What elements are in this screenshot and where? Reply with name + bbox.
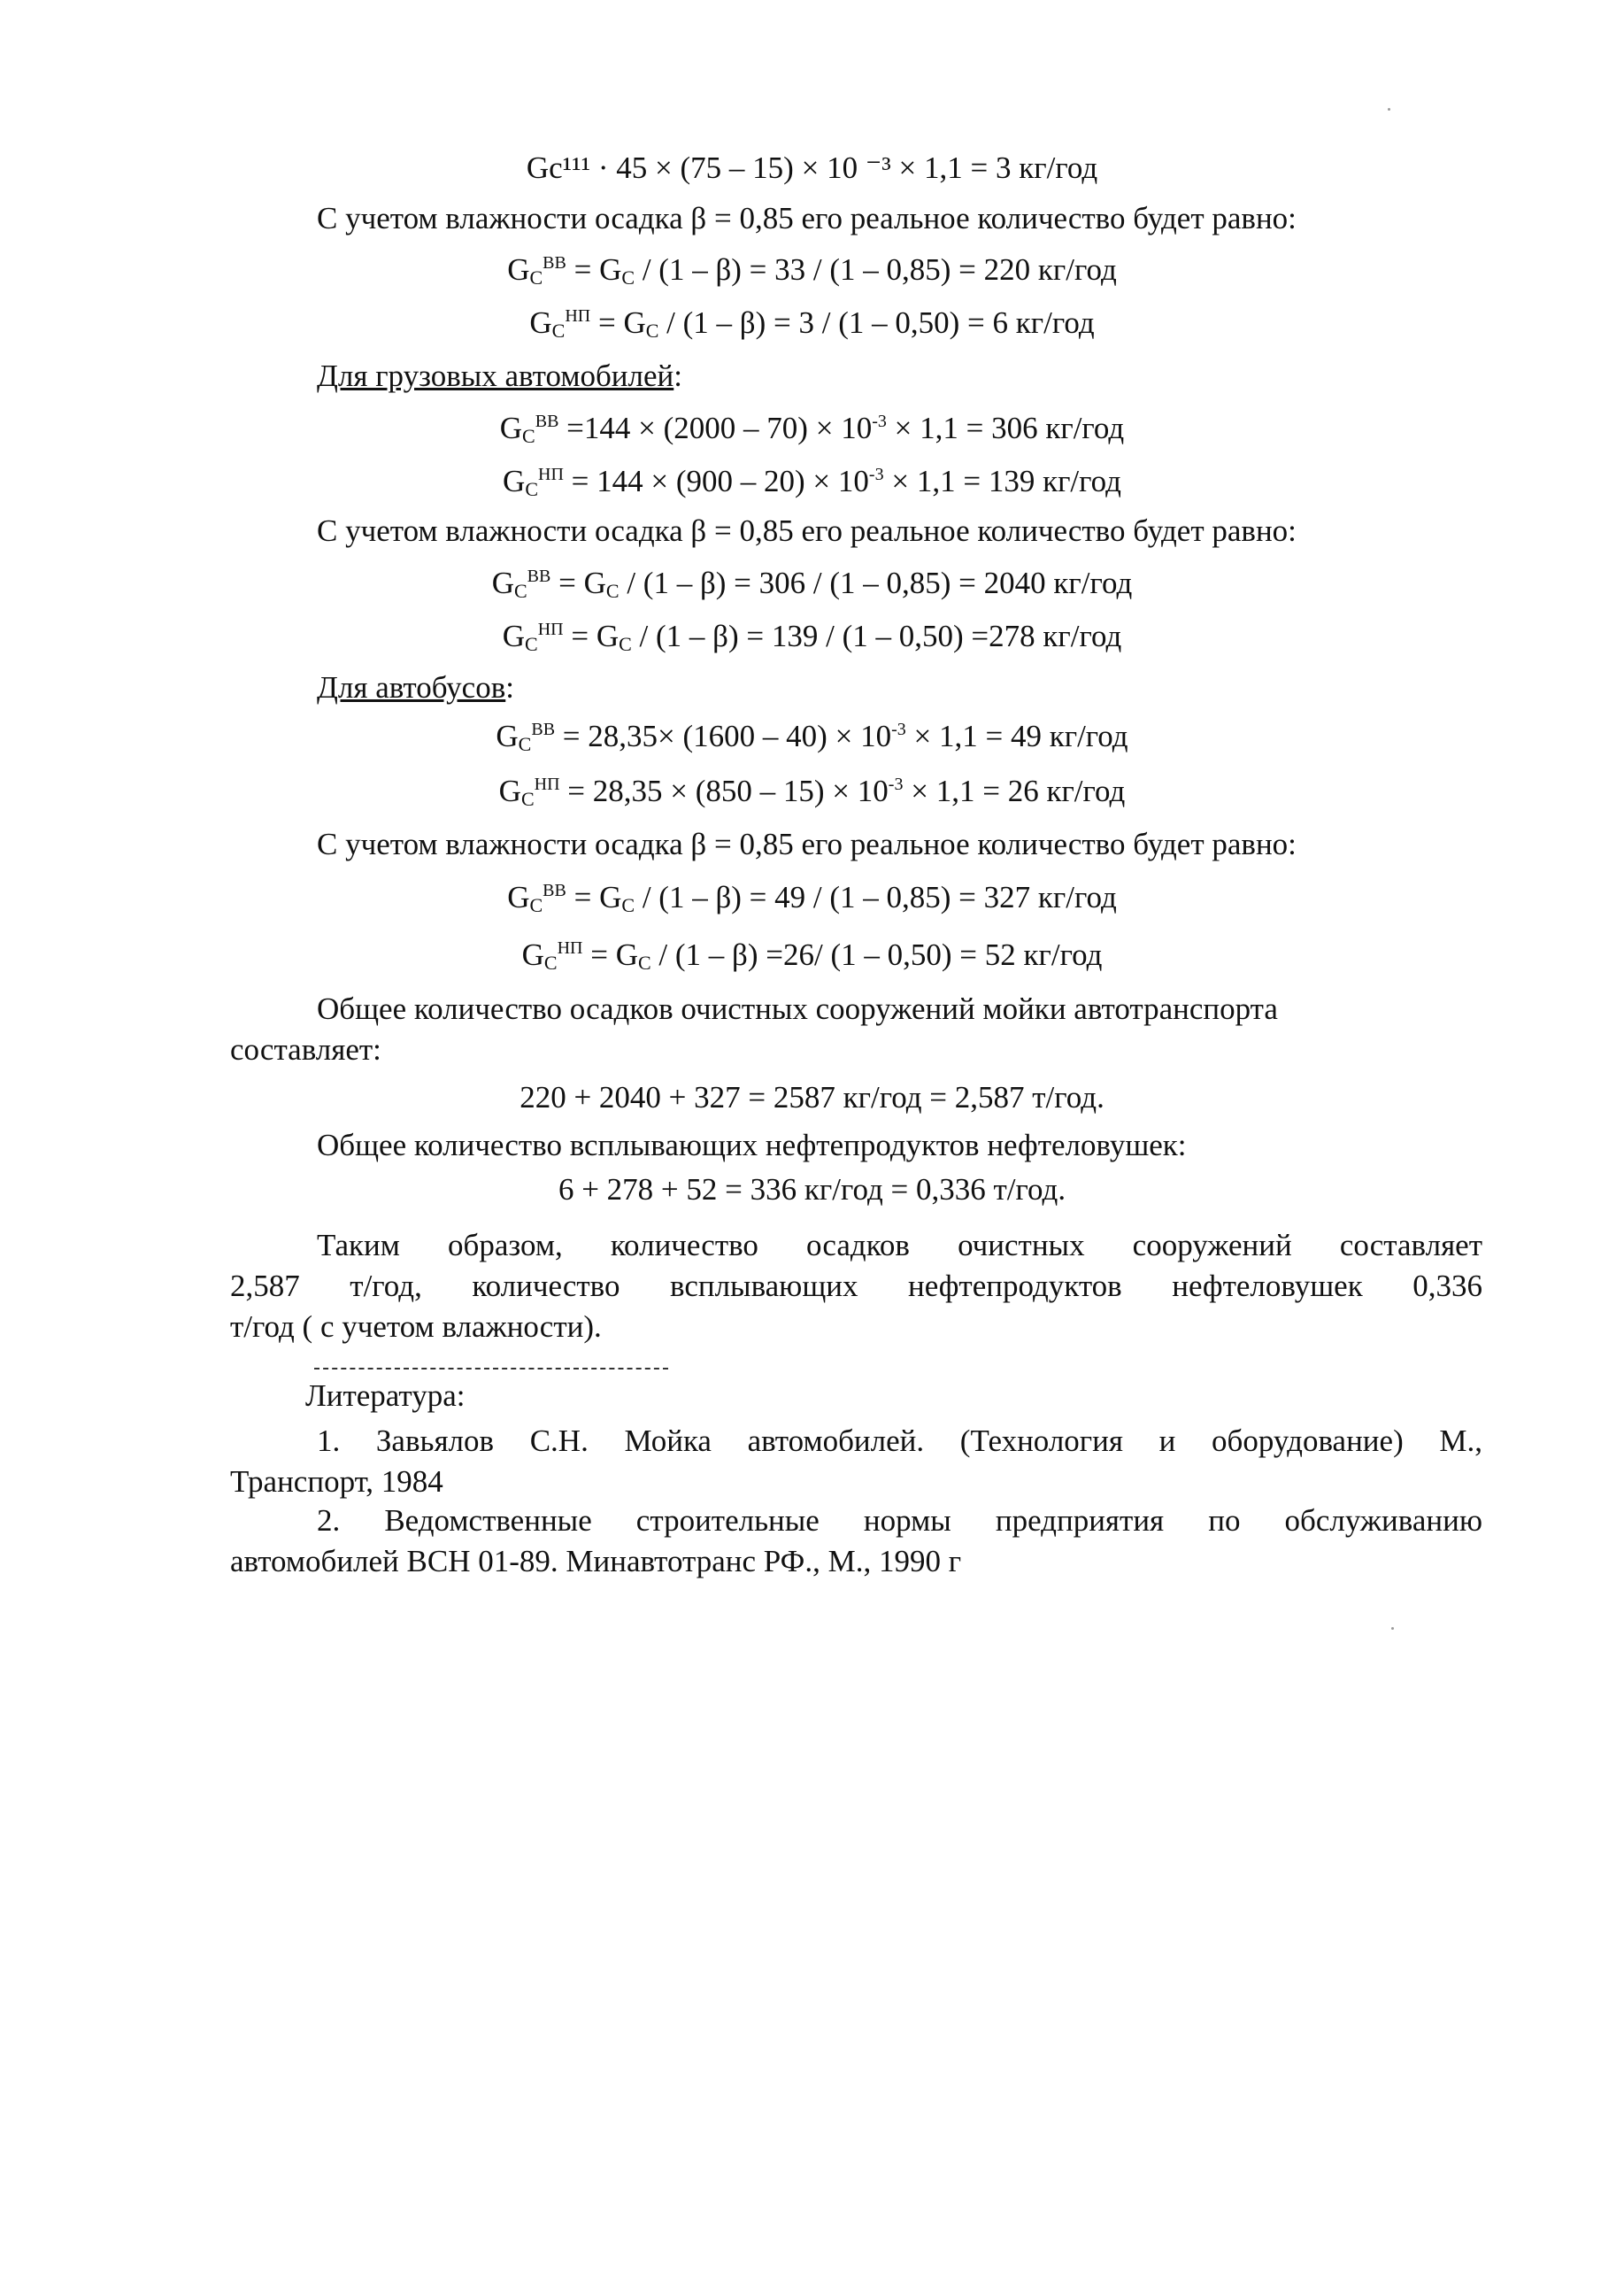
total-sludge-line1	[317, 990, 1278, 1029]
buses-heading-text: Для автобусов	[317, 670, 506, 705]
conclusion-line: т/год ( с учетом влажности).	[230, 1309, 602, 1344]
references-title	[305, 1377, 466, 1416]
formula-text: Gс¹¹¹ · 45 × (75 – 15) × 10 ⁻³ × 1,1 = 3 кг/год	[526, 150, 1098, 185]
references-title-text: Литература:	[305, 1378, 466, 1413]
reference-line: 2. Ведомственные строительные нормы предприятия по обслуживанию	[317, 1503, 1482, 1538]
formula-trucks-vv-moist: $G_C^{ВВ} = G_C / (1 - \beta) = 306 / (1 - 0,85) = 2040$ кг/год	[491, 566, 1133, 602]
reference-line: 1. Завьялов С.Н. Мойка автомобилей. (Технология и оборудование) М.,	[317, 1423, 1482, 1458]
moisture-intro-buses	[317, 825, 1297, 864]
total-oil-line1	[317, 1126, 1187, 1165]
total-sludge-line2	[230, 1030, 381, 1069]
separator-rule	[314, 1368, 668, 1369]
paragraph-text: С учетом влажности осадка β = 0,85 его реальное количество будет равно:	[317, 827, 1297, 861]
formula-cars-vv-moist: $G_C^{ВВ} = G_C / (1 - \beta) = 33 / (1 - 0,85) = 220$ кг/год	[507, 252, 1117, 289]
formula-trucks-np-moist: $G_C^{НП} = G_C / (1 - \beta) = 139 / (1 - 0,50) =278$ кг/год	[502, 619, 1122, 655]
reference-2	[230, 1501, 1482, 1582]
formula-trucks-np: $G_C^{НП} = 144 \times (900 - 20) \times 10^{-3} \times 1,1 = 139$ кг/год	[503, 464, 1121, 500]
moisture-intro-cars	[317, 199, 1297, 238]
conclusion-line: Таким образом, количество осадков очистных сооружений составляет	[317, 1228, 1482, 1262]
conclusion-line: 2,587 т/год, количество всплывающих нефтепродуктов нефтеловушек 0,336	[230, 1269, 1482, 1303]
formula-trucks-vv: $G_C^{ВВ} =144 \times (2000 - 70) \times 10^{-3} \times 1,1 = 306$ кг/год	[499, 411, 1125, 447]
trucks-heading: Для грузовых автомобилей:	[317, 359, 683, 393]
formula-text: 6 + 278 + 52 = 336 кг/год = 0,336 т/год.	[558, 1172, 1066, 1207]
moisture-intro-trucks	[317, 512, 1297, 551]
reference-line: Транспорт, 1984	[230, 1464, 443, 1499]
formula-buses-np-moist: $G_C^{НП} = G_C / (1 - \beta) =26/$ (1 – 0,50) = 52 кг/год	[521, 937, 1103, 974]
reference-1	[230, 1421, 1482, 1502]
formula-cars-np-moist: $G_C^{НП} = G_C / (1 - \beta) = 3 / (1 - 0,50) = 6$ кг/год	[529, 305, 1095, 342]
paragraph-text: Общее количество всплывающих нефтепродуктов нефтеловушек:	[317, 1128, 1187, 1162]
scan-speck	[1391, 1627, 1394, 1630]
formula-total-sludge	[0, 1078, 1624, 1117]
trucks-heading-text: Для грузовых автомобилей	[317, 359, 674, 393]
reference-line: автомобилей ВСН 01-89. Минавтотранс РФ., М., 1990 г	[230, 1544, 962, 1578]
formula-total-oil	[0, 1170, 1624, 1209]
formula-cars-np-tail	[0, 149, 1624, 188]
formula-text: 220 + 2040 + 327 = 2587 кг/год = 2,587 т/год.	[520, 1080, 1104, 1115]
buses-heading: Для автобусов:	[317, 670, 514, 705]
paragraph-text: С учетом влажности осадка β = 0,85 его реальное количество будет равно:	[317, 513, 1297, 548]
formula-buses-np: $G_C^{НП} = 28,35 \times (850 - 15) \times 10^{-3} \times 1,1 = 26$ кг/год	[498, 774, 1126, 810]
paragraph-text: Общее количество осадков очистных сооружений мойки автотранспорта	[317, 991, 1278, 1026]
conclusion-paragraph	[230, 1225, 1482, 1347]
formula-buses-vv: $G_C^{ВВ} = 28,35\times (1600 - 40) \times 10^{-3} \times 1,1 = 49$ кг/год	[496, 719, 1128, 755]
paragraph-text: составляет:	[230, 1032, 381, 1067]
paragraph-text: С учетом влажности осадка β = 0,85 его реальное количество будет равно:	[317, 201, 1297, 235]
scan-speck	[1388, 108, 1390, 111]
formula-buses-vv-moist: $G_C^{ВВ} = G_C / (1 - \beta) = 49 / (1 - 0,85) = 327$ кг/год	[507, 880, 1117, 916]
